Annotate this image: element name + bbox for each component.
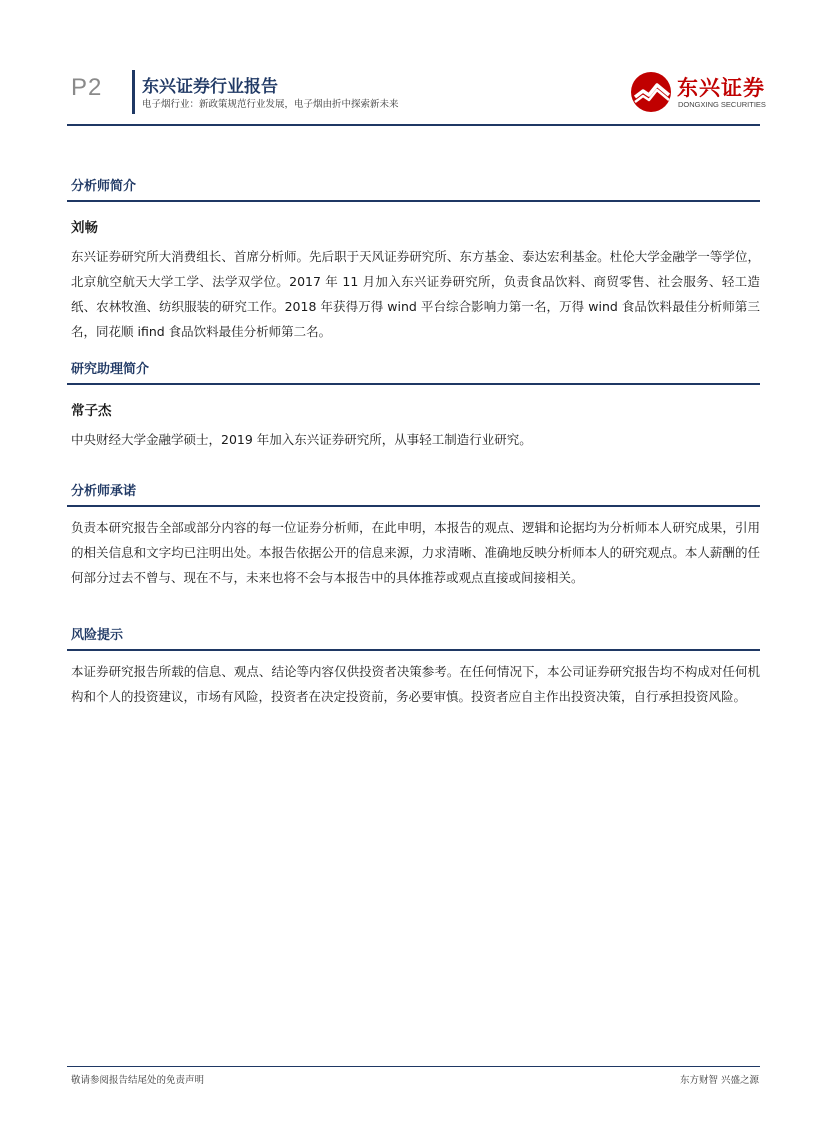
header-rule <box>67 124 760 126</box>
assistant-name: 常子杰 <box>71 403 112 419</box>
section-title: 分析师简介 <box>71 179 137 194</box>
page-header <box>67 66 766 128</box>
logo-text-en: DONGXING SECURITIES <box>678 100 766 109</box>
footer-rule <box>67 1066 760 1067</box>
page-number: P2 <box>71 74 103 101</box>
footer-disclaimer-note: 敬请参阅报告结尾处的免责声明 <box>71 1075 205 1086</box>
logo-mark-icon <box>629 70 675 116</box>
section-rule <box>67 383 760 385</box>
report-name: 东兴证券行业报告 <box>142 77 278 97</box>
section-rule <box>67 200 760 202</box>
footer-slogan: 东方财智 兴盛之源 <box>679 1075 759 1086</box>
logo-text-cn: 东兴证券 <box>677 76 765 100</box>
analyst-intro-section <box>67 176 760 344</box>
analyst-name: 刘畅 <box>71 220 98 236</box>
header-divider <box>132 70 135 114</box>
commitment-text: 负责本研究报告全部或部分内容的每一位证券分析师，在此申明，本报告的观点、逻辑和论据均为分析师本人研究成果，引用的相关信息和文字均已注明出处。本报告依据公开的信息来源，力求清晰、准确地反映分析师本人的研究观点。本人薪酬的任何部分过去不曾与、现在不与，未来也将不会与本报告中的具体推荐或观点直接或间接相关。 <box>71 520 760 585</box>
section-rule <box>67 505 760 507</box>
risk-warning-section <box>67 625 760 709</box>
risk-text: 本证券研究报告所载的信息、观点、结论等内容仅供投资者决策参考。在任何情况下，本公司证券研究报告均不构成对任何机构和个人的投资建议，市场有风险，投资者在决定投资前，务必要审慎。投资者应自主作出投资决策，自行承担投资风险。 <box>71 664 760 704</box>
report-subtitle: 电子烟行业：新政策规范行业发展，电子烟由折中探索新未来 <box>142 99 399 110</box>
analyst-bio: 东兴证券研究所大消费组长、首席分析师。先后职于天风证券研究所、东方基金、泰达宏利基金。杜伦大学金融学一等学位，北京航空航天大学工学、法学双学位。2017 年 11 月加入东兴证券研究所，负责食品饮料、商贸零售、社会服务、轻工造纸、农林牧渔、纺织服装的研究工作。2018 年获得万得 wind 平台综合影响力第一名，万得 wind 食品饮料最佳分析师第三名，同花顺 ifind 食品饮料最佳分析师第二名。 <box>71 249 760 339</box>
section-rule <box>67 649 760 651</box>
assistant-bio: 中央财经大学金融学硕士，2019 年加入东兴证券研究所，从事轻工制造行业研究。 <box>71 432 532 447</box>
section-title: 风险提示 <box>71 628 124 643</box>
section-title: 研究助理简介 <box>71 362 150 377</box>
section-title: 分析师承诺 <box>71 484 137 499</box>
assistant-intro-section <box>67 359 760 452</box>
analyst-commitment-section <box>67 481 760 590</box>
company-logo <box>629 70 766 116</box>
